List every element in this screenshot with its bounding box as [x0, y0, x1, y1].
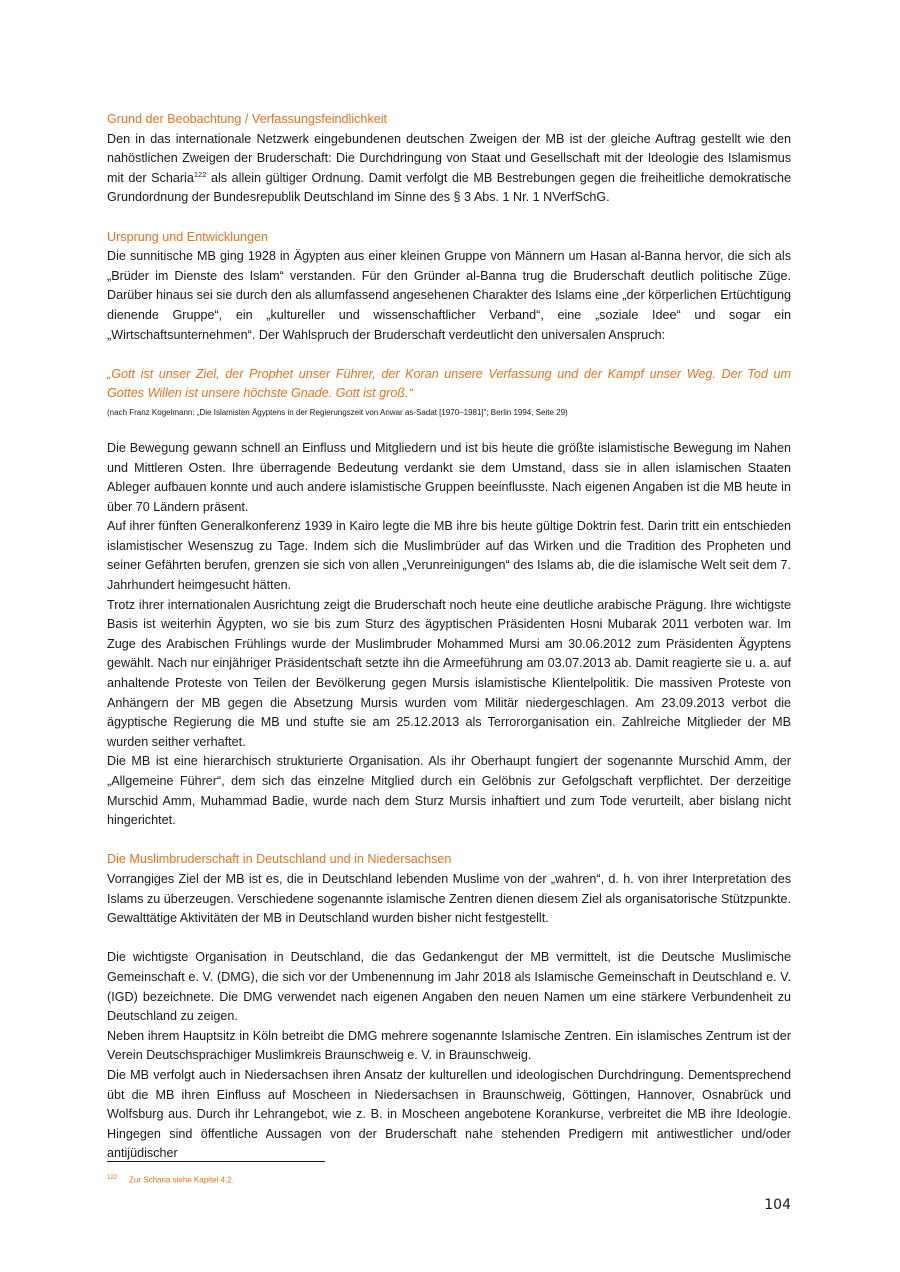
paragraph-centers: Neben ihrem Hauptsitz in Köln betreibt die DMG mehrere sogenannte Islamische Zentren. Ein islamisches Zentrum ist der Verein Deutschsprachiger Muslimkreis Braunschweig e. V. in Braunschweig.: [107, 1028, 791, 1063]
footnote: [107, 1172, 234, 1187]
footnote-text[interactable]: Zur Scharia siehe Kapitel 4.2.: [129, 1175, 234, 1185]
section-heading-germany: Die Muslimbruderschaft in Deutschland und in Niedersachsen: [107, 852, 452, 867]
paragraph-dmg: Die wichtigste Organisation in Deutschland, die das Gedankengut der MB vermittelt, ist die Deutsche Muslimische Gemeinschaft e. V. (DMG), die sich vor der Umbenennung im Jahr 2018 als Islamische Gemeinschaft in Deutschland e. V. (IGD) bezeichnete. Die DMG verwendet nach eigenen Angaben den neuen Namen um eine stärkere Verbundenheit zu Deutschland zu zeigen.: [107, 950, 791, 1024]
paragraph-egypt: Trotz ihrer internationalen Ausrichtung zeigt die Bruderschaft noch heute eine deutliche arabische Prägung. Ihre wichtigste Basis ist weiterhin Ägypten, wo sie bis zum Sturz des ägyptischen Präsidenten Hosni Mubarak 2011 verboten war. Im Zuge des Arabischen Frühlings wurde der Muslimbruder Mohammed Mursi am 30.06.2012 zum Präsidenten Ägyptens gewählt. Nach nur einjähriger Präsidentschaft setzte ihn die Armeeführung am 03.07.2013 ab. Damit reagierte sie u. a. auf anhaltende Proteste von Teilen der Bevölkerung gegen Mursis islamistische Klientelpolitik. Die massiven Proteste von Anhängern der MB gegen die Absetzung Mursis wurden vom Militär niedergeschlagen. Am 23.09.2013 verbot die ägyptische Regierung die MB und stufte sie am 25.12.2013 als Terrororganisation ein. Zahlreiche Mitglieder der MB wurden seither verhaftet.: [107, 597, 791, 749]
footnote-number: 122: [107, 1175, 118, 1181]
section-heading-origin: Ursprung und Entwicklungen: [107, 229, 269, 244]
section-heading-observation: Grund der Beobachtung / Verfassungsfeindlichkeit: [107, 112, 388, 126]
paragraph-hierarchy: Die MB ist eine hierarchisch strukturierte Organisation. Als ihr Oberhaupt fungiert der sogenannte Murschid Amm, der „Allgemeine Führer“, dem sich das einzelne Mitglied durch ein Gelöbnis zur Gefolgschaft verpflichtet. Der derzeitige Murschid Amm, Muhammad Badie, wurde nach dem Sturz Mursis inhaftiert und zum Tode verurteilt, aber bislang nicht hingerichtet.: [107, 754, 791, 828]
document-page: [107, 110, 791, 1164]
paragraph-observation: Den in das internationale Netzwerk eingebundenen deutschen Zweigen der MB ist der gleiche Auftrag gestellt wie den nahöstlichen Zweigen der Bruderschaft: Die Durchdringung von Staat und Gesellschaft mit der Ideologie des Islamismus mit der Scharia$^{122}$ als allein gültiger Ordnung. Damit verfolgt die MB Bestrebungen gegen die freiheitliche demokratische Grundordnung der Bundesrepublik Deutschland im Sinne des § 3 Abs. 1 Nr. 1 NVerfSchG.: [107, 131, 791, 205]
footnote-divider: [107, 1161, 325, 1162]
paragraph-influence: Die Bewegung gewann schnell an Einfluss und Mitgliedern und ist bis heute die größte islamistische Bewegung im Nahen und Mittleren Osten. Ihre überragende Bedeutung verdankt sie dem Umstand, dass sie in allen islamischen Staaten Ableger aufbauen konnte und auch andere islamistische Gruppen beeinflusste. Nach eigenen Angaben ist die MB heute in über 70 Ländern präsent.: [107, 440, 791, 514]
quote-source: (nach Franz Kogelmann: „Die Islamisten Ägyptens in der Regierungszeit von Anwar as-Sadat [1970–1981]“; Berlin 1994, Seite 29): [107, 407, 568, 417]
footnote-reference[interactable]: 122: [193, 169, 207, 179]
paragraph-lower-saxony: Die MB verfolgt auch in Niedersachsen ihren Ansatz der kulturellen und ideologischen Durchdringung. Dementsprechend übt die MB ihren Einfluss auf Moscheen in Niedersachsen in Braunschweig, Göttingen, Hannover, Osnabrück und Wolfsburg aus. Durch ihr Lehrangebot, wie z. B. in Moscheen angebotene Korankurse, verbreitet die MB ihre Ideologie. Hingegen sind öffentliche Aussagen von der Bruderschaft nahe stehenden Predigern mit antiwestlicher und/oder antijüdischer: [107, 1067, 791, 1161]
paragraph-doctrine: Auf ihrer fünften Generalkonferenz 1939 in Kairo legte die MB ihre bis heute gültige Doktrin fest. Darin tritt ein entschieden islamistischer Wesenszug zu Tage. Indem sich die Muslimbrüder auf das Wirken und die Tradition des Propheten und seiner Gefährten berufen, grenzen sie sich von allen „Verunreinigungen“ des Islams ab, die die islamische Welt seit dem 7. Jahrhundert heimgesucht hätten.: [107, 519, 791, 593]
paragraph-origin-intro: Die sunnitische MB ging 1928 in Ägypten aus einer kleinen Gruppe von Männern um Hasan al-Banna hervor, die sich als „Brüder im Dienste des Islam“ verstanden. Für den Gründer al-Banna trug die Bruderschaft deutlich politische Züge. Darüber hinaus sei sie durch den als allumfassend angesehenen Charakter des Islams eine „der körperlichen Ertüchtigung dienende Gruppe“, ein „kultureller und wissenschaftlicher Verband“, eine „soziale Idee“ und sogar ein „Wirtschaftsunternehmen“. Der Wahlspruch der Bruderschaft verdeutlicht den universalen Anspruch:: [107, 249, 791, 342]
paragraph-germany-goal: Vorrangiges Ziel der MB ist es, die in Deutschland lebenden Muslime von der „wahren“, d. h. von ihrer Interpretation des Islams zu überzeugen. Verschiedene sogenannte islamische Zentren dienen diesem Ziel als organisatorische Stützpunkte. Gewalttätige Aktivitäten der MB in Deutschland wurden bisher nicht festgestellt.: [107, 871, 791, 926]
page-number: 104: [764, 1197, 791, 1213]
motto-quote: „Gott ist unser Ziel, der Prophet unser Führer, der Koran unsere Verfassung und der Kampf unser Weg. Der Tod um Gottes Willen ist unsere höchste Gnade. Gott ist groß.“: [107, 366, 791, 401]
